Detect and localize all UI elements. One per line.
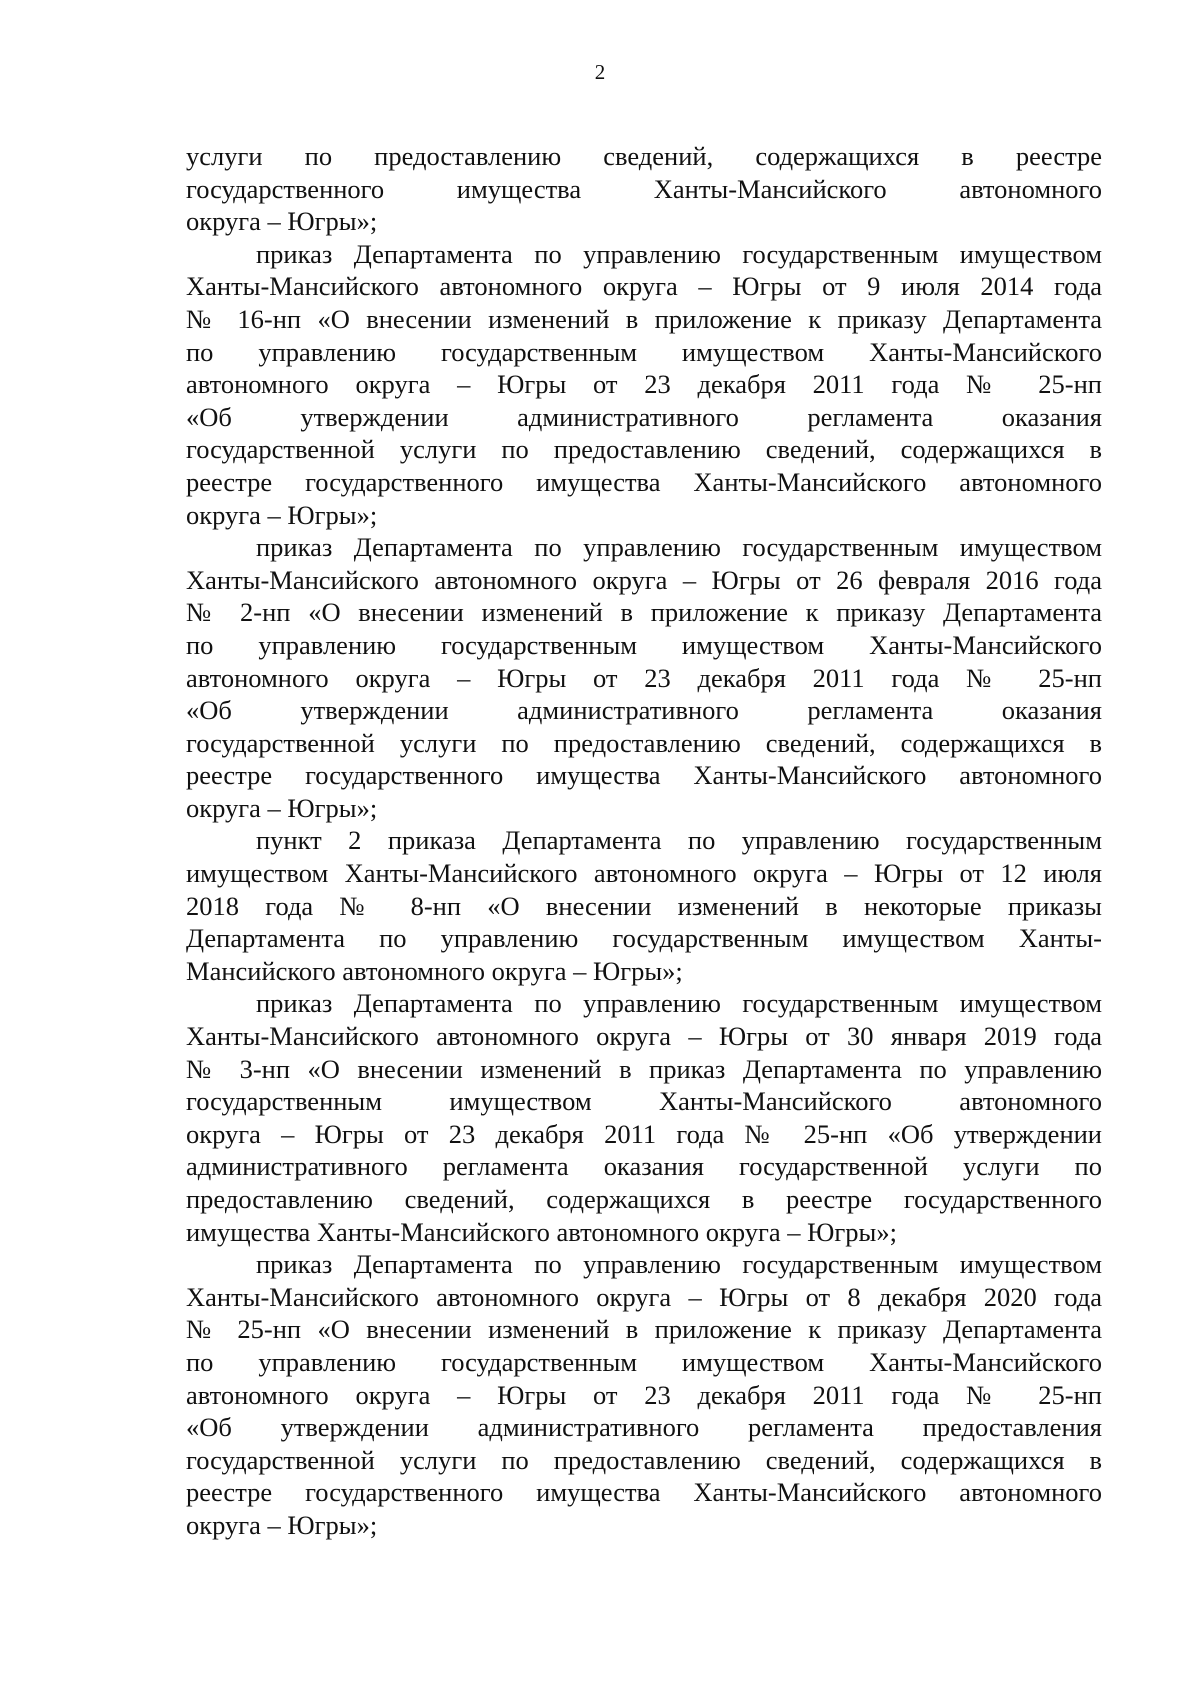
text-line: округа – Югры»; [186,792,378,823]
text-line: 2018 года № 8-нп «О внесении изменений в некоторые приказы [186,890,1102,921]
text-line: приказ Департамента по управлению государственным имуществом [256,988,1102,1019]
document-body [186,140,1102,1542]
text-line: № 25-нп «О внесении изменений в приложение к приказу Департамента [186,1314,1102,1345]
paragraph [186,531,1102,824]
text-line: имущества Ханты-Мансийского автономного округа – Югры»; [186,1216,897,1247]
text-line: государственной услуги по предоставлению сведений, содержащихся в [186,434,1102,465]
text-line: по управлению государственным имуществом Ханты-Мансийского [186,629,1102,660]
text-line: округа – Югры от 23 декабря 2011 года № 25-нп «Об утверждении [186,1118,1102,1149]
text-line: по управлению государственным имуществом Ханты-Мансийского [186,1346,1102,1377]
text-line: реестре государственного имущества Ханты-Мансийского автономного [186,760,1102,791]
text-line: государственной услуги по предоставлению сведений, содержащихся в [186,727,1102,758]
text-line: округа – Югры»; [186,499,378,530]
text-line: Ханты-Мансийского автономного округа – Югры от 30 января 2019 года [186,1021,1102,1052]
text-line: реестре государственного имущества Ханты-Мансийского автономного [186,466,1102,497]
text-line: приказ Департамента по управлению государственным имуществом [256,532,1102,563]
text-line: государственным имуществом Ханты-Мансийского автономного [186,1086,1102,1117]
text-line: предоставлению сведений, содержащихся в реестре государственного [186,1184,1102,1214]
text-line: реестре государственного имущества Ханты-Мансийского автономного [186,1477,1102,1508]
text-line: № 2-нп «О внесении изменений в приложение к приказу Департамента [186,597,1102,628]
text-line: приказ Департамента по управлению государственным имуществом [256,1249,1102,1280]
paragraph [186,987,1102,1248]
text-line: услуги по предоставлению сведений, содержащихся в реестре [186,141,1102,171]
text-line: «Об утверждении административного регламента оказания [186,695,1102,726]
text-line: приказ Департамента по управлению государственным имуществом [256,238,1102,269]
paragraph [186,140,1102,238]
text-line: Департамента по управлению государственным имуществом Ханты- [186,923,1102,954]
paragraph [186,824,1102,987]
text-line: Мансийского автономного округа – Югры»; [186,955,683,986]
text-line: округа – Югры»; [186,1509,378,1540]
text-line: «Об утверждении административного регламента оказания [186,401,1102,432]
paragraph [186,1248,1102,1541]
text-line: автономного округа – Югры от 23 декабря 2011 года № 25-нп [186,1379,1102,1410]
text-line: «Об утверждении административного регламента предоставления [186,1412,1102,1443]
page-number: 2 [594,60,606,84]
text-line: округа – Югры»; [186,206,378,237]
text-line: автономного округа – Югры от 23 декабря 2011 года № 25-нп [186,662,1102,693]
text-line: Ханты-Мансийского автономного округа – Югры от 9 июля 2014 года [186,271,1102,302]
text-line: административного регламента оказания государственной услуги по [186,1151,1102,1182]
text-line: по управлению государственным имуществом Ханты-Мансийского [186,336,1102,367]
text-line: пункт 2 приказа Департамента по управлению государственным [256,825,1102,856]
paragraph [186,238,1102,531]
text-line: имуществом Ханты-Мансийского автономного округа – Югры от 12 июля [186,858,1102,889]
text-line: Ханты-Мансийского автономного округа – Югры от 26 февраля 2016 года [186,564,1102,595]
text-line: № 3-нп «О внесении изменений в приказ Департамента по управлению [186,1053,1102,1084]
text-line: Ханты-Мансийского автономного округа – Югры от 8 декабря 2020 года [186,1281,1102,1312]
text-line: государственного имущества Ханты-Мансийского автономного [186,173,1102,204]
text-line: № 16-нп «О внесении изменений в приложение к приказу Департамента [186,303,1102,334]
text-line: государственной услуги по предоставлению сведений, содержащихся в [186,1444,1102,1475]
text-line: автономного округа – Югры от 23 декабря 2011 года № 25-нп [186,369,1102,400]
